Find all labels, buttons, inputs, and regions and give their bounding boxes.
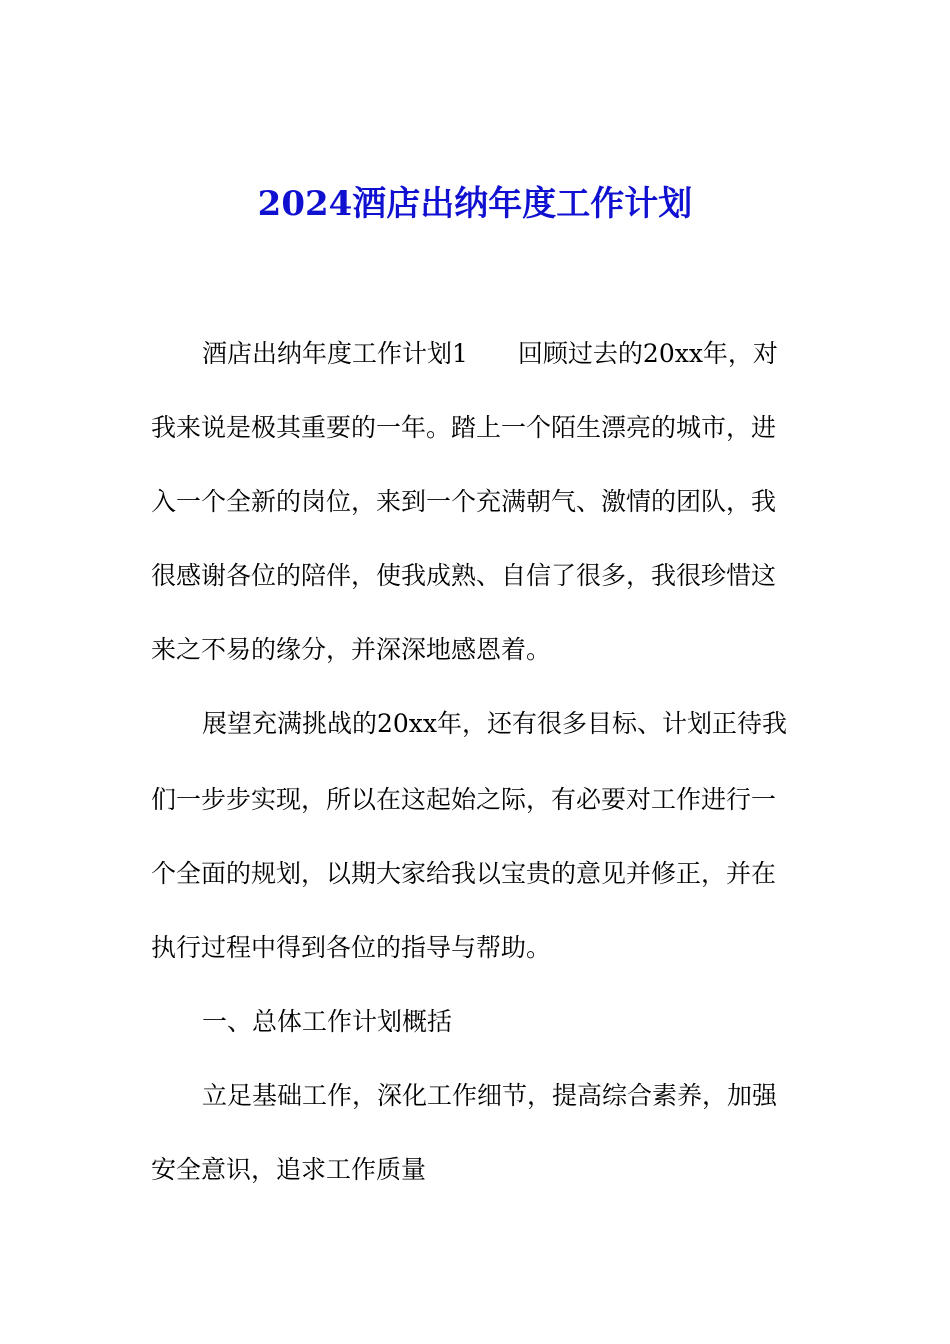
paragraph-heading-text: 酒店出纳年度工作计划1 xyxy=(202,339,468,368)
paragraph-line: 入一个全新的岗位，来到一个充满朝气、激情的团队，我 xyxy=(151,487,777,516)
paragraph-line: 个全面的规划，以期大家给我以宝贵的意见并修正，并在 xyxy=(151,859,777,888)
paragraph-line: 来之不易的缘分，并深深地感恩着。 xyxy=(151,635,552,664)
paragraph-line: 们一步步实现，所以在这起始之际，有必要对工作进行一 xyxy=(151,785,777,814)
paragraph-line: 执行过程中得到各位的指导与帮助。 xyxy=(151,933,552,962)
paragraph-line: 我来说是极其重要的一年。踏上一个陌生漂亮的城市，进 xyxy=(151,413,777,442)
document-title: 2024酒店出纳年度工作计划 xyxy=(257,184,693,224)
paragraph-text: 回顾过去的20xx年，对 xyxy=(517,339,778,368)
section-heading: 一、总体工作计划概括 xyxy=(202,1007,453,1036)
paragraph-line: 很感谢各位的陪伴，使我成熟、自信了很多，我很珍惜这 xyxy=(151,561,777,590)
paragraph-line: 展望充满挑战的20xx年，还有很多目标、计划正待我 xyxy=(202,709,788,738)
paragraph-line: 立足基础工作，深化工作细节，提高综合素养，加强 xyxy=(202,1081,778,1110)
paragraph-line xyxy=(202,334,812,374)
paragraph-line: 安全意识，追求工作质量 xyxy=(151,1155,427,1184)
